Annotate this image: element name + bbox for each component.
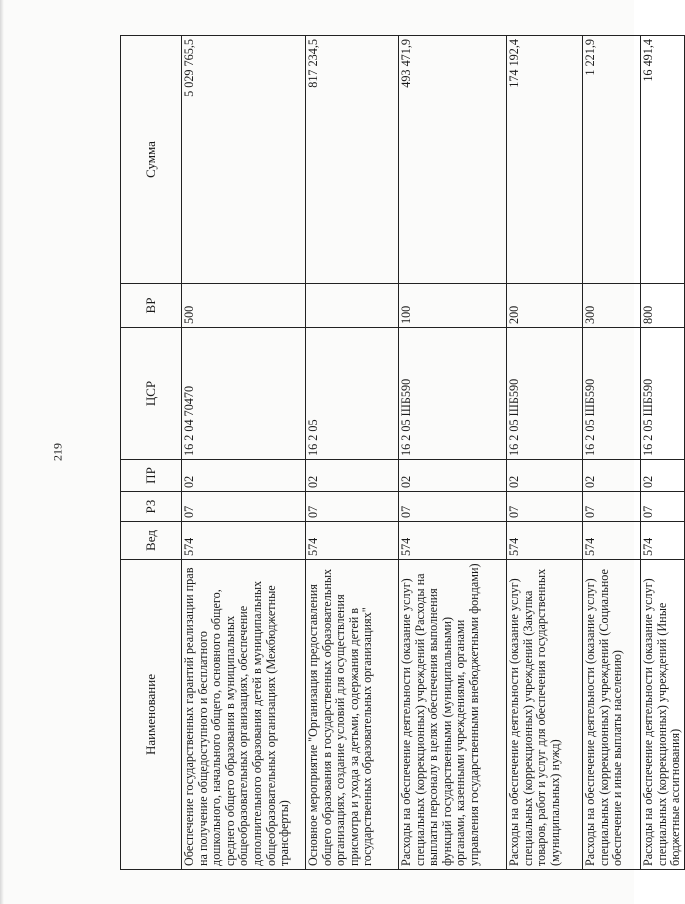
cell-sum: 493 471,9	[399, 36, 507, 284]
cell-vr: 500	[182, 284, 306, 328]
header-rz: РЗ	[121, 492, 182, 522]
cell-rz: 07	[182, 492, 306, 522]
table-row	[583, 36, 641, 870]
cell-ved: 574	[182, 522, 306, 560]
cell-vr: 800	[641, 284, 685, 328]
cell-ved: 574	[399, 522, 507, 560]
header-vr: ВР	[121, 284, 182, 328]
header-ved: Вед	[121, 522, 182, 560]
cell-ved: 574	[507, 522, 583, 560]
cell-name: Расходы на обеспечение деятельности (оказание услуг) специальных (коррекционных) учреждений (Иные бюджетные ассигнования)	[641, 560, 685, 870]
budget-table-rotated	[120, 36, 683, 870]
table-row	[507, 36, 583, 870]
cell-vr: 100	[399, 284, 507, 328]
cell-pr: 02	[641, 460, 685, 492]
cell-pr: 02	[399, 460, 507, 492]
cell-ved: 574	[641, 522, 685, 560]
page-number-text: 219	[50, 443, 65, 461]
cell-csr: 16 2 05 ШБ590	[507, 328, 583, 460]
cell-vr: 200	[507, 284, 583, 328]
header-name: Наименование	[121, 560, 182, 870]
header-pr: ПР	[121, 460, 182, 492]
cell-vr	[306, 284, 399, 328]
table-header-row	[121, 36, 182, 870]
cell-csr: 16 2 05 ШБ590	[641, 328, 685, 460]
table-row	[399, 36, 507, 870]
cell-rz: 07	[641, 492, 685, 522]
table-row	[182, 36, 306, 870]
cell-name: Основное мероприятие "Организация предоставления общего образования в государственных образовательных организациях, создание условий для осуществления присмотра и ухода за детьми, содержания детей в государственных образовательных организациях"	[306, 560, 399, 870]
cell-rz: 07	[583, 492, 641, 522]
scan-edge	[0, 0, 4, 904]
cell-vr: 300	[583, 284, 641, 328]
cell-csr: 16 2 05 ШБ590	[399, 328, 507, 460]
header-csr: ЦСР	[121, 328, 182, 460]
cell-name: Расходы на обеспечение деятельности (оказание услуг) специальных (коррекционных) учреждений (Закупка товаров, работ и услуг для обеспечения государственных (муниципальных) нужд)	[507, 560, 583, 870]
cell-ved: 574	[583, 522, 641, 560]
cell-pr: 02	[583, 460, 641, 492]
cell-pr: 02	[182, 460, 306, 492]
cell-csr: 16 2 05	[306, 328, 399, 460]
table-row	[641, 36, 685, 870]
cell-pr: 02	[507, 460, 583, 492]
cell-name: Расходы на обеспечение деятельности (оказание услуг) специальных (коррекционных) учреждений (Социальное обеспечение и иные выплаты населению)	[583, 560, 641, 870]
cell-rz: 07	[507, 492, 583, 522]
cell-pr: 02	[306, 460, 399, 492]
cell-sum: 817 234,5	[306, 36, 399, 284]
cell-name: Расходы на обеспечение деятельности (оказание услуг) специальных (коррекционных) учреждений (Расходы на выплаты персоналу в целях обеспечения выполнения функций государственными (муниципальными) органами, казенными учреждениями, органами управления государственными внебюджетными фондами)	[399, 560, 507, 870]
cell-csr: 16 2 05 ШБ590	[583, 328, 641, 460]
table-row	[306, 36, 399, 870]
cell-sum: 5 029 765,5	[182, 36, 306, 284]
cell-name: Обеспечение государственных гарантий реализации прав на получение общедоступного и бесплатного дошкольного, начального общего, основного общего, среднего общего образования в муниципальных общеобразовательных организациях, обеспечение дополнительного образования детей в муниципальных общеобразовательных организациях (Межбюджетные трансферты)	[182, 560, 306, 870]
cell-sum: 1 221,9	[583, 36, 641, 284]
cell-sum: 16 491,4	[641, 36, 685, 284]
cell-rz: 07	[306, 492, 399, 522]
header-sum: Сумма	[121, 36, 182, 284]
cell-ved: 574	[306, 522, 399, 560]
cell-rz: 07	[399, 492, 507, 522]
cell-csr: 16 2 04 70470	[182, 328, 306, 460]
cell-sum: 174 192,4	[507, 36, 583, 284]
budget-table	[120, 35, 685, 870]
